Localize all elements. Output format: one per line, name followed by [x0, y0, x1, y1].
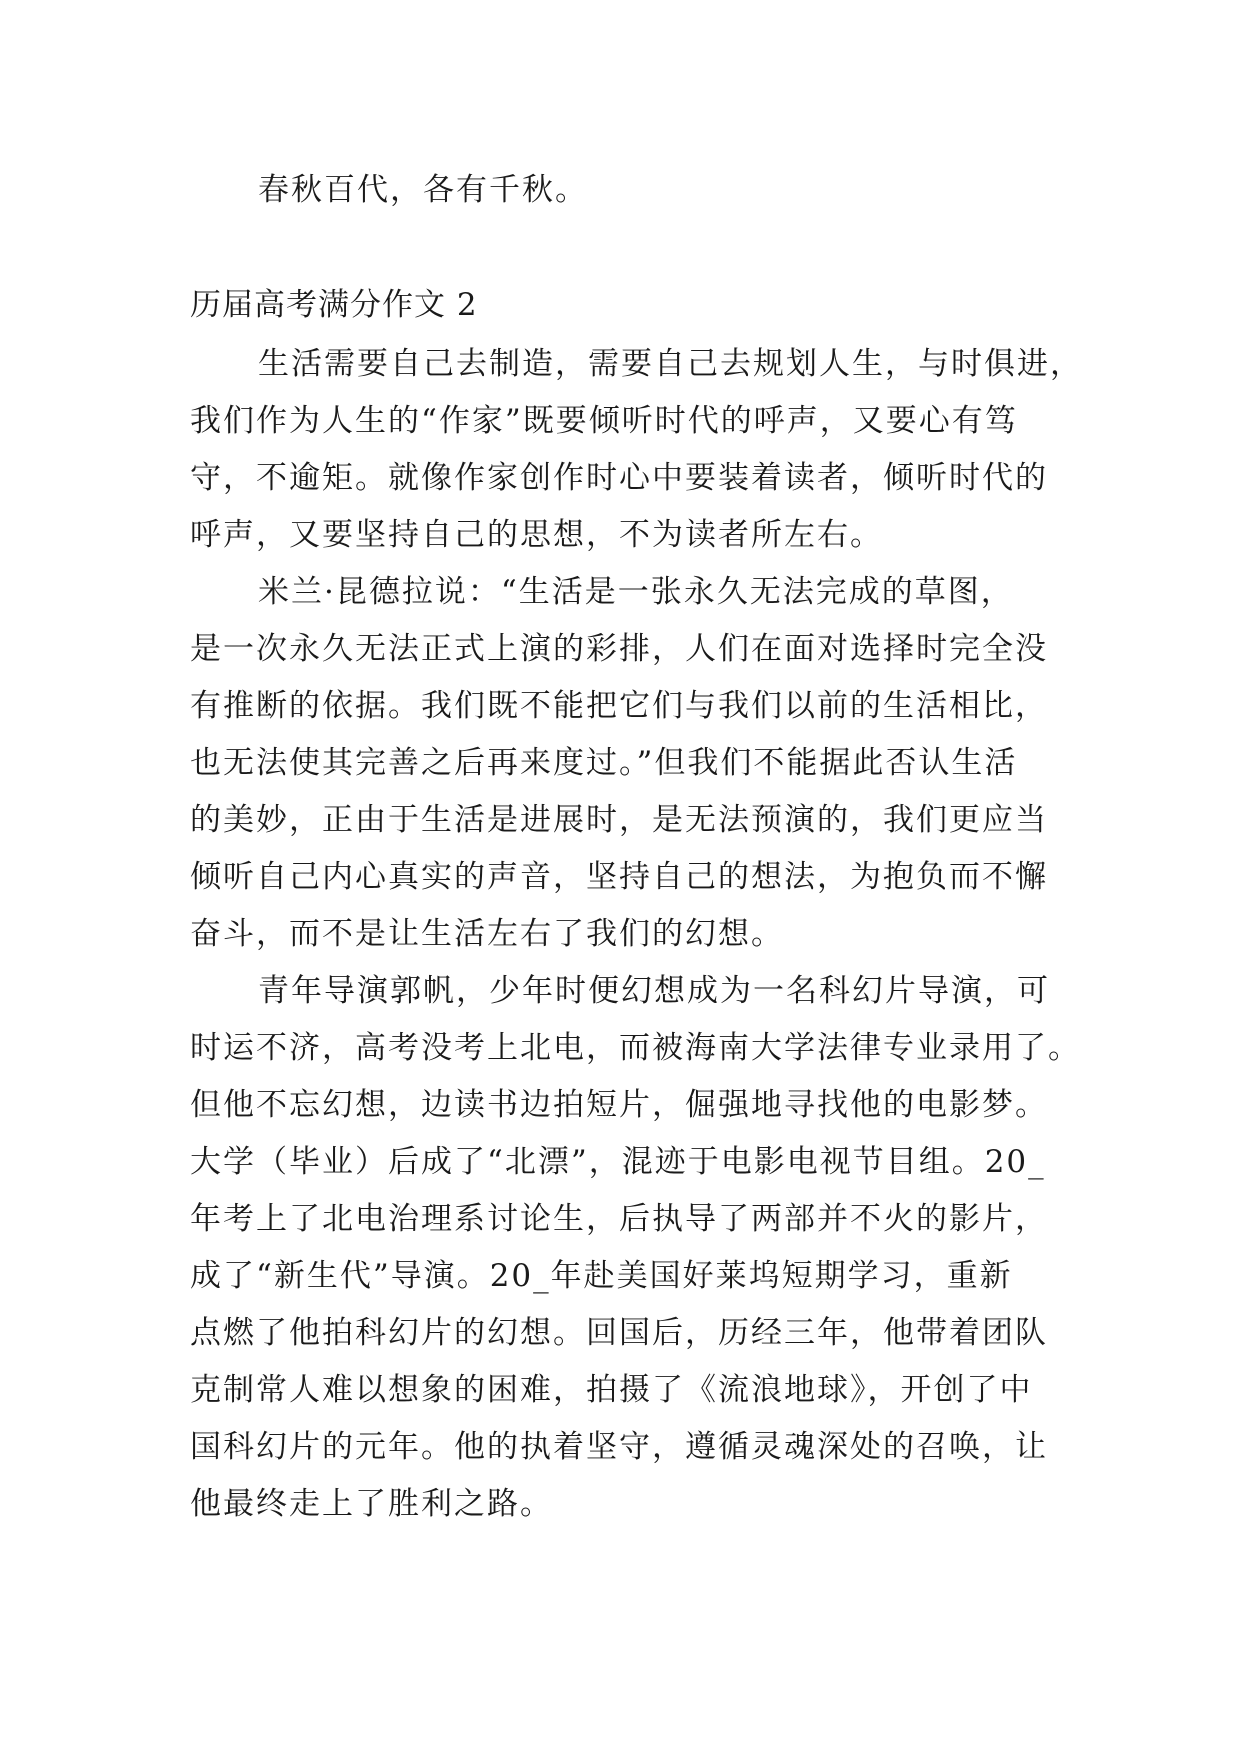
paragraph-line: 有推断的依据。我们既不能把它们与我们以前的生活相比， — [190, 688, 1048, 724]
paragraph-line: 守，不逾矩。就像作家创作时心中要装着读者，倾听时代的 — [190, 460, 1048, 496]
paragraph-line: 的美妙，正由于生活是进展时，是无法预演的，我们更应当 — [190, 802, 1048, 838]
paragraph-line: 时运不济，高考没考上北电，而被海南大学法律专业录用了。 — [190, 1030, 1081, 1066]
closing-line: 春秋百代，各有千秋。 — [258, 172, 588, 208]
paragraph-line: 奋斗，而不是让生活左右了我们的幻想。 — [190, 916, 784, 952]
paragraph-line: 也无法使其完善之后再来度过。”但我们不能据此否认生活 — [190, 745, 1018, 781]
paragraph-line: 但他不忘幻想，边读书边拍短片，倔强地寻找他的电影梦。 — [190, 1087, 1048, 1123]
paragraph-line: 米兰·昆德拉说：“生活是一张永久无法完成的草图， — [258, 574, 1014, 610]
paragraph-line: 大学（毕业）后成了“北漂”，混迹于电影电视节目组。20_ — [190, 1144, 1046, 1180]
paragraph-line: 生活需要自己去制造，需要自己去规划人生，与时俱进， — [258, 346, 1083, 382]
paragraph-line: 点燃了他拍科幻片的幻想。回国后，历经三年，他带着团队 — [190, 1315, 1048, 1351]
paragraph-line: 克制常人难以想象的困难，拍摄了《流浪地球》，开创了中 — [190, 1372, 1033, 1408]
paragraph-line: 是一次永久无法正式上演的彩排，人们在面对选择时完全没 — [190, 631, 1048, 667]
paragraph-line: 倾听自己内心真实的声音，坚持自己的想法，为抱负而不懈 — [190, 859, 1048, 895]
paragraph-line: 我们作为人生的“作家”既要倾听时代的呼声，又要心有笃 — [190, 403, 1018, 439]
essay-title: 历届高考满分作文 2 — [190, 287, 478, 323]
paragraph-line: 他最终走上了胜利之路。 — [190, 1486, 553, 1522]
paragraph-line: 成了“新生代”导演。20_年赴美国好莱坞短期学习，重新 — [190, 1258, 1013, 1294]
paragraph-line: 呼声，又要坚持自己的思想，不为读者所左右。 — [190, 517, 883, 553]
paragraph-line: 国科幻片的元年。他的执着坚守，遵循灵魂深处的召唤，让 — [190, 1429, 1048, 1465]
paragraph-line: 青年导演郭帆，少年时便幻想成为一名科幻片导演，可 — [258, 973, 1050, 1009]
paragraph-line: 年考上了北电治理系讨论生，后执导了两部并不火的影片， — [190, 1201, 1048, 1237]
